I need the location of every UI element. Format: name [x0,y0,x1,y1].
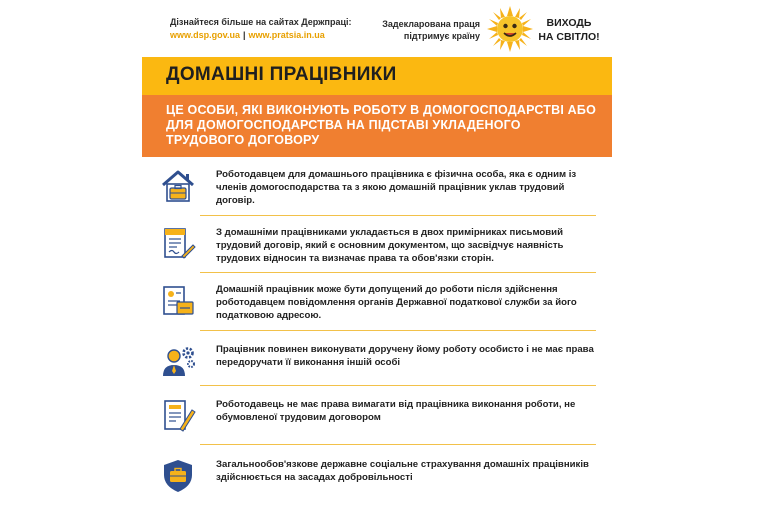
tax-documents-icon [160,283,196,319]
sun-mascot-icon [487,6,533,52]
subtitle-banner [142,95,612,157]
title-banner [142,57,612,95]
site-separator: | [243,30,246,40]
worker-gears-icon [160,343,196,379]
slogan-line-2: підтримує країну [403,31,480,41]
page-subtitle: ЦЕ ОСОБИ, ЯКІ ВИКОНУЮТЬ РОБОТУ В ДОМОГОСПОДАРСТВІ АБО ДЛЯ ДОМОГОСПОДАРСТВА НА ПІДСТАВІ УКЛАДЕНОГО ТРУДОВОГО ДОГОВОРУ [166,103,596,147]
item-text: Працівник повинен виконувати доручену йому роботу особисто і не має права передоручати її виконання іншій особі [216,344,594,368]
site-link-pratsia[interactable]: www.pratsia.in.ua [248,30,325,40]
divider [200,272,596,273]
shield-briefcase-icon [160,458,196,494]
item-text: Домашній працівник може бути допущений до роботи після здійснення роботодавцем повідомлення органів Державної податкової служби за його податковою адресою. [216,284,577,321]
page-title: ДОМАШНІ ПРАЦІВНИКИ [166,64,397,85]
divider [200,215,596,216]
item-text: З домашніми працівниками укладається в двох примірниках письмовий трудовий договір, який є основним документом, що засвідчує наявність трудових відносин та визначає права та обов'язки сторін. [216,227,564,264]
slogan [366,18,480,42]
item-text: Роботодавцем для домашнього працівника є фізична особа, яка є одним із членів домогосподарства та з якою домашній працівник уклав трудовий договір. [216,169,577,206]
contract-signing-icon [160,226,196,262]
house-briefcase-icon [160,168,196,204]
divider [200,385,596,386]
campaign-label [534,16,604,44]
campaign-line-2: НА СВІТЛО! [538,31,600,43]
divider [200,330,596,331]
site-link-dsp[interactable]: www.dsp.gov.ua [170,30,241,40]
info-line: Дізнайтеся більше на сайтах Держпраці: [170,17,352,27]
slogan-line-1: Задекларована праця [382,19,480,29]
divider [200,444,596,445]
campaign-line-1: ВИХОДЬ [546,17,592,29]
item-text: Роботодавець не має права вимагати від працівника виконання роботи, не обумовленої трудовим договором [216,399,576,423]
item-text: Загальнообов'язкове державне соціальне страхування домашніх працівників здійснюється на засадах добровільності [216,459,589,483]
document-pen-icon [160,398,196,434]
header-info [170,16,380,41]
sites-line [170,29,380,41]
